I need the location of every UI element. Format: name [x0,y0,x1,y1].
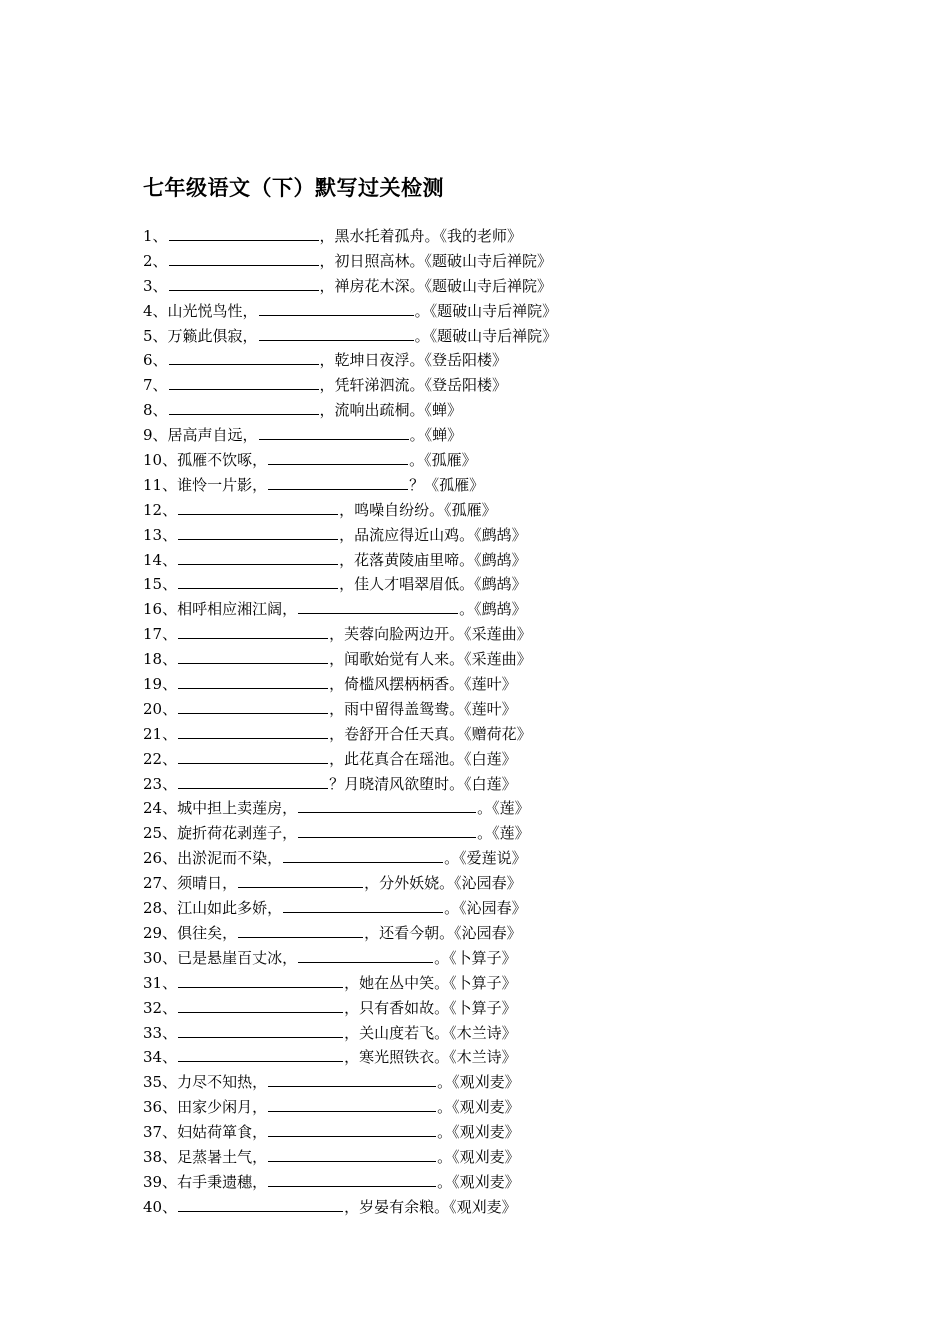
question-item [143,796,923,821]
question-number: 36、 [143,1098,178,1117]
question-item [143,1195,923,1220]
question-text-after: ，卷舒开合任天真。《赠荷花》 [329,724,532,743]
question-item [143,249,923,274]
question-item [143,996,923,1021]
answer-blank[interactable] [283,848,443,863]
question-number: 30、 [143,948,178,967]
answer-blank[interactable] [178,500,338,515]
question-item [143,473,923,498]
question-number: 39、 [143,1172,178,1191]
question-text-after: ，关山度若飞。《木兰诗》 [344,1023,517,1042]
question-text-after: ，寒光照铁衣。《木兰诗》 [344,1048,517,1067]
question-number: 19、 [143,675,178,694]
question-text-after: ，还看今朝。《沁园春》 [364,923,522,942]
answer-blank[interactable] [268,1072,436,1087]
question-item [143,647,923,672]
question-text-after: 。《莲》 [477,824,530,843]
question-number: 3、 [143,276,168,295]
page-title: 七年级语文（下）默写过关检测 [143,176,444,200]
question-text-after: 。《孤雁》 [409,451,477,470]
question-text-after: ，凭轩涕泗流。《登岳阳楼》 [319,376,508,395]
answer-blank[interactable] [298,599,458,614]
question-number: 32、 [143,998,178,1017]
question-text-after: ，闻歌始觉有人来。《采莲曲》 [329,650,532,669]
answer-blank[interactable] [259,301,414,316]
question-item [143,423,923,448]
answer-blank[interactable] [178,1197,343,1212]
question-text-after: ，品流应得近山鸡。《鹧鸪》 [339,525,527,544]
answer-blank[interactable] [178,525,338,540]
question-list [143,224,923,1220]
question-number: 38、 [143,1147,178,1166]
question-number: 28、 [143,899,178,918]
question-item [143,871,923,896]
question-text-before: 居高声自远， [167,426,258,445]
question-number: 17、 [143,625,178,644]
answer-blank[interactable] [178,699,328,714]
question-number: 8、 [143,401,168,420]
question-number: 33、 [143,1023,178,1042]
question-item [143,946,923,971]
question-number: 23、 [143,774,178,793]
answer-blank[interactable] [178,998,343,1013]
question-number: 5、 [143,326,168,345]
answer-blank[interactable] [178,649,328,664]
answer-blank[interactable] [178,1047,343,1062]
answer-blank[interactable] [268,1097,436,1112]
question-text-before: 城中担上卖莲房， [177,799,298,818]
answer-blank[interactable] [259,425,409,440]
question-text-after: ，芙蓉向脸两边开。《采莲曲》 [329,625,532,644]
answer-blank[interactable] [298,798,476,813]
question-item [143,548,923,573]
question-text-after: 。《观刈麦》 [437,1073,520,1092]
answer-blank[interactable] [169,350,319,365]
answer-blank[interactable] [283,898,443,913]
answer-blank[interactable] [178,574,338,589]
answer-blank[interactable] [178,1023,343,1038]
question-item [143,747,923,772]
question-text-before: 足蒸暑土气， [177,1147,268,1166]
question-text-before: 山光悦鸟性， [167,301,258,320]
question-number: 6、 [143,351,168,370]
question-item [143,722,923,747]
question-number: 15、 [143,575,178,594]
answer-blank[interactable] [238,923,363,938]
answer-blank[interactable] [268,475,408,490]
question-text-after: 。《沁园春》 [444,899,527,918]
question-number: 21、 [143,724,178,743]
question-item [143,1170,923,1195]
question-text-before: 谁怜一片影， [177,475,268,494]
answer-blank[interactable] [268,450,408,465]
question-text-after: ，她在丛中笑。《卜算子》 [344,973,517,992]
question-number: 24、 [143,799,178,818]
question-number: 11、 [143,475,178,494]
question-number: 37、 [143,1123,178,1142]
question-text-after: ，佳人才唱翠眉低。《鹧鸪》 [339,575,527,594]
question-text-after: ，禅房花木深。《题破山寺后禅院》 [319,276,553,295]
question-text-before: 孤雁不饮啄， [177,451,268,470]
question-number: 7、 [143,376,168,395]
question-item [143,1095,923,1120]
question-text-before: 妇姑荷箪食， [177,1123,268,1142]
question-item [143,1045,923,1070]
question-item [143,772,923,797]
question-item [143,572,923,597]
question-text-after: ，黑水托着孤舟。《我的老师》 [319,227,523,245]
answer-blank[interactable] [298,823,476,838]
question-item [143,274,923,299]
question-item [143,224,923,249]
question-item [143,846,923,871]
question-item [143,971,923,996]
answer-blank[interactable] [178,550,338,565]
answer-blank[interactable] [169,276,319,291]
question-text-after: ，鸣噪自纷纷。《孤雁》 [339,500,497,519]
answer-blank[interactable] [169,375,319,390]
question-text-after: ，乾坤日夜浮。《登岳阳楼》 [319,351,508,370]
question-text-after: ，分外妖娆。《沁园春》 [364,874,522,893]
question-text-before: 江山如此多娇， [177,899,283,918]
question-text-before: 旋折荷花剥莲子， [177,824,298,843]
answer-blank[interactable] [178,973,343,988]
answer-blank[interactable] [169,400,319,415]
question-text-after: 。《题破山寺后禅院》 [414,301,558,320]
question-text-before: 力尽不知热， [177,1073,268,1092]
question-text-after: ？《孤雁》 [409,475,485,494]
question-number: 12、 [143,500,178,519]
question-item [143,348,923,373]
question-text-after: ，初日照高林。《题破山寺后禅院》 [319,251,553,270]
answer-blank[interactable] [178,774,328,789]
question-text-after: 。《蝉》 [409,426,463,445]
question-text-before: 俱往矣， [177,923,238,942]
question-number: 2、 [143,251,168,270]
question-text-after: ，雨中留得盖鸳鸯。《莲叶》 [329,699,517,718]
question-text-before: 万籁此俱寂， [167,326,258,345]
question-item [143,299,923,324]
answer-blank[interactable] [238,873,363,888]
question-text-after: 。《鹧鸪》 [459,600,527,619]
question-text-before: 田家少闲月， [177,1098,268,1117]
answer-blank[interactable] [178,724,328,739]
question-item [143,523,923,548]
question-number: 9、 [143,426,168,445]
question-item [143,921,923,946]
question-number: 4、 [143,301,168,320]
answer-blank[interactable] [259,326,414,341]
question-number: 13、 [143,525,178,544]
question-text-before: 已是悬崖百丈冰， [177,948,298,967]
question-item [143,448,923,473]
question-text-after: ，流响出疏桐。《蝉》 [319,401,463,420]
question-text-after: 。《莲》 [477,799,530,818]
question-item [143,672,923,697]
question-number: 20、 [143,699,178,718]
answer-blank[interactable] [298,948,433,963]
question-item [143,697,923,722]
question-text-after: 。《观刈麦》 [437,1147,520,1166]
question-text-after: 。《卜算子》 [434,948,517,967]
question-text-before: 须晴日， [177,874,238,893]
question-number: 10、 [143,451,178,470]
question-number: 22、 [143,749,178,768]
question-text-after: ，花落黄陵庙里啼。《鹧鸪》 [339,550,527,569]
question-text-after: ？月晓清风欲堕时。《白莲》 [329,774,517,793]
question-number: 35、 [143,1073,178,1092]
question-text-after: 。《爱莲说》 [444,849,527,868]
question-item [143,1145,923,1170]
question-item [143,1021,923,1046]
question-text-before: 出淤泥而不染， [177,849,283,868]
answer-blank[interactable] [268,1147,436,1162]
question-item [143,398,923,423]
question-item [143,1070,923,1095]
question-number: 18、 [143,650,178,669]
question-number: 34、 [143,1048,178,1067]
question-text-after: 。《观刈麦》 [437,1098,520,1117]
answer-blank[interactable] [178,674,328,689]
answer-blank[interactable] [169,251,319,266]
question-text-after: ，只有香如故。《卜算子》 [344,998,517,1017]
answer-blank[interactable] [169,226,319,241]
question-text-after: 。《观刈麦》 [437,1172,520,1191]
answer-blank[interactable] [178,624,328,639]
answer-blank[interactable] [268,1172,436,1187]
question-text-after: 。《题破山寺后禅院》 [414,326,558,345]
question-text-after: ，岁晏有余粮。《观刈麦》 [344,1197,517,1216]
question-number: 16、 [143,600,178,619]
answer-blank[interactable] [268,1122,436,1137]
question-text-after: ，此花真合在瑶池。《白莲》 [329,749,517,768]
question-number: 14、 [143,550,178,569]
question-text-before: 相呼相应湘江阔， [177,600,298,619]
question-item [143,622,923,647]
question-number: 31、 [143,973,178,992]
question-number: 29、 [143,923,178,942]
question-item [143,498,923,523]
question-item [143,1120,923,1145]
question-number: 27、 [143,874,178,893]
question-number: 40、 [143,1197,178,1216]
question-text-after: ，倚槛风摆柄柄香。《莲叶》 [329,675,517,694]
question-item [143,324,923,349]
question-number: 26、 [143,849,178,868]
question-item [143,597,923,622]
answer-blank[interactable] [178,749,328,764]
question-item [143,896,923,921]
question-number: 1、 [143,227,168,245]
question-number: 25、 [143,824,178,843]
question-text-before: 右手秉遗穗， [177,1172,268,1191]
question-item [143,373,923,398]
question-text-after: 。《观刈麦》 [437,1123,520,1142]
question-item [143,821,923,846]
